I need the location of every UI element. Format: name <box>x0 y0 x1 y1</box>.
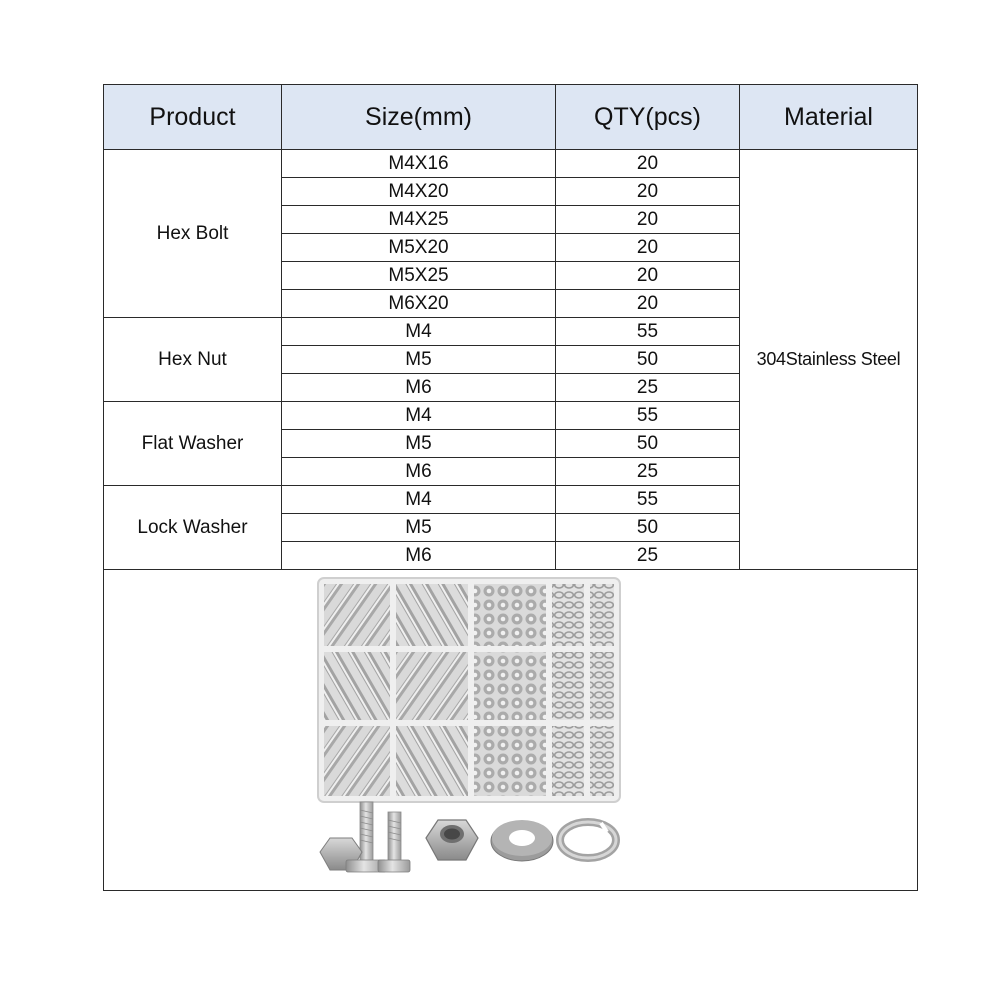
header-size: Size(mm) <box>282 85 556 150</box>
size-cell: M5X20 <box>282 234 556 262</box>
product-flat-washer: Flat Washer <box>104 402 282 486</box>
size-cell: M4X20 <box>282 178 556 206</box>
product-hex-nut: Hex Nut <box>104 318 282 402</box>
organizer-box-icon <box>318 578 620 802</box>
size-cell: M6 <box>282 542 556 570</box>
product-hex-bolt: Hex Bolt <box>104 150 282 318</box>
qty-cell: 20 <box>556 234 740 262</box>
header-material: Material <box>740 85 918 150</box>
qty-cell: 50 <box>556 346 740 374</box>
hex-nut-icon <box>426 820 478 860</box>
flat-washer-icon <box>491 820 553 861</box>
qty-cell: 55 <box>556 318 740 346</box>
size-cell: M5 <box>282 430 556 458</box>
qty-cell: 25 <box>556 458 740 486</box>
size-cell: M4 <box>282 318 556 346</box>
size-cell: M6 <box>282 374 556 402</box>
qty-cell: 50 <box>556 514 740 542</box>
size-cell: M5X25 <box>282 262 556 290</box>
qty-cell: 20 <box>556 206 740 234</box>
image-row <box>104 570 918 891</box>
qty-cell: 55 <box>556 402 740 430</box>
qty-cell: 25 <box>556 542 740 570</box>
qty-cell: 20 <box>556 262 740 290</box>
hex-bolt-icon <box>320 802 386 872</box>
product-image <box>104 570 918 890</box>
size-cell: M5 <box>282 514 556 542</box>
qty-cell: 20 <box>556 178 740 206</box>
qty-cell: 20 <box>556 150 740 178</box>
header-qty: QTY(pcs) <box>556 85 740 150</box>
qty-cell: 20 <box>556 290 740 318</box>
size-cell: M6X20 <box>282 290 556 318</box>
qty-cell: 25 <box>556 374 740 402</box>
qty-cell: 50 <box>556 430 740 458</box>
table-row <box>104 150 918 178</box>
hex-bolt-icon <box>378 812 410 872</box>
product-lock-washer: Lock Washer <box>104 486 282 570</box>
size-cell: M4X16 <box>282 150 556 178</box>
size-cell: M5 <box>282 346 556 374</box>
header-product: Product <box>104 85 282 150</box>
size-cell: M6 <box>282 458 556 486</box>
header-row <box>104 85 918 150</box>
lock-washer-icon <box>560 822 616 858</box>
product-image-cell <box>104 570 918 891</box>
hardware-kit-illustration <box>104 570 918 890</box>
size-cell: M4 <box>282 402 556 430</box>
size-cell: M4X25 <box>282 206 556 234</box>
qty-cell: 55 <box>556 486 740 514</box>
material-cell: 304Stainless Steel <box>740 150 918 570</box>
size-cell: M4 <box>282 486 556 514</box>
spec-table <box>103 84 918 891</box>
